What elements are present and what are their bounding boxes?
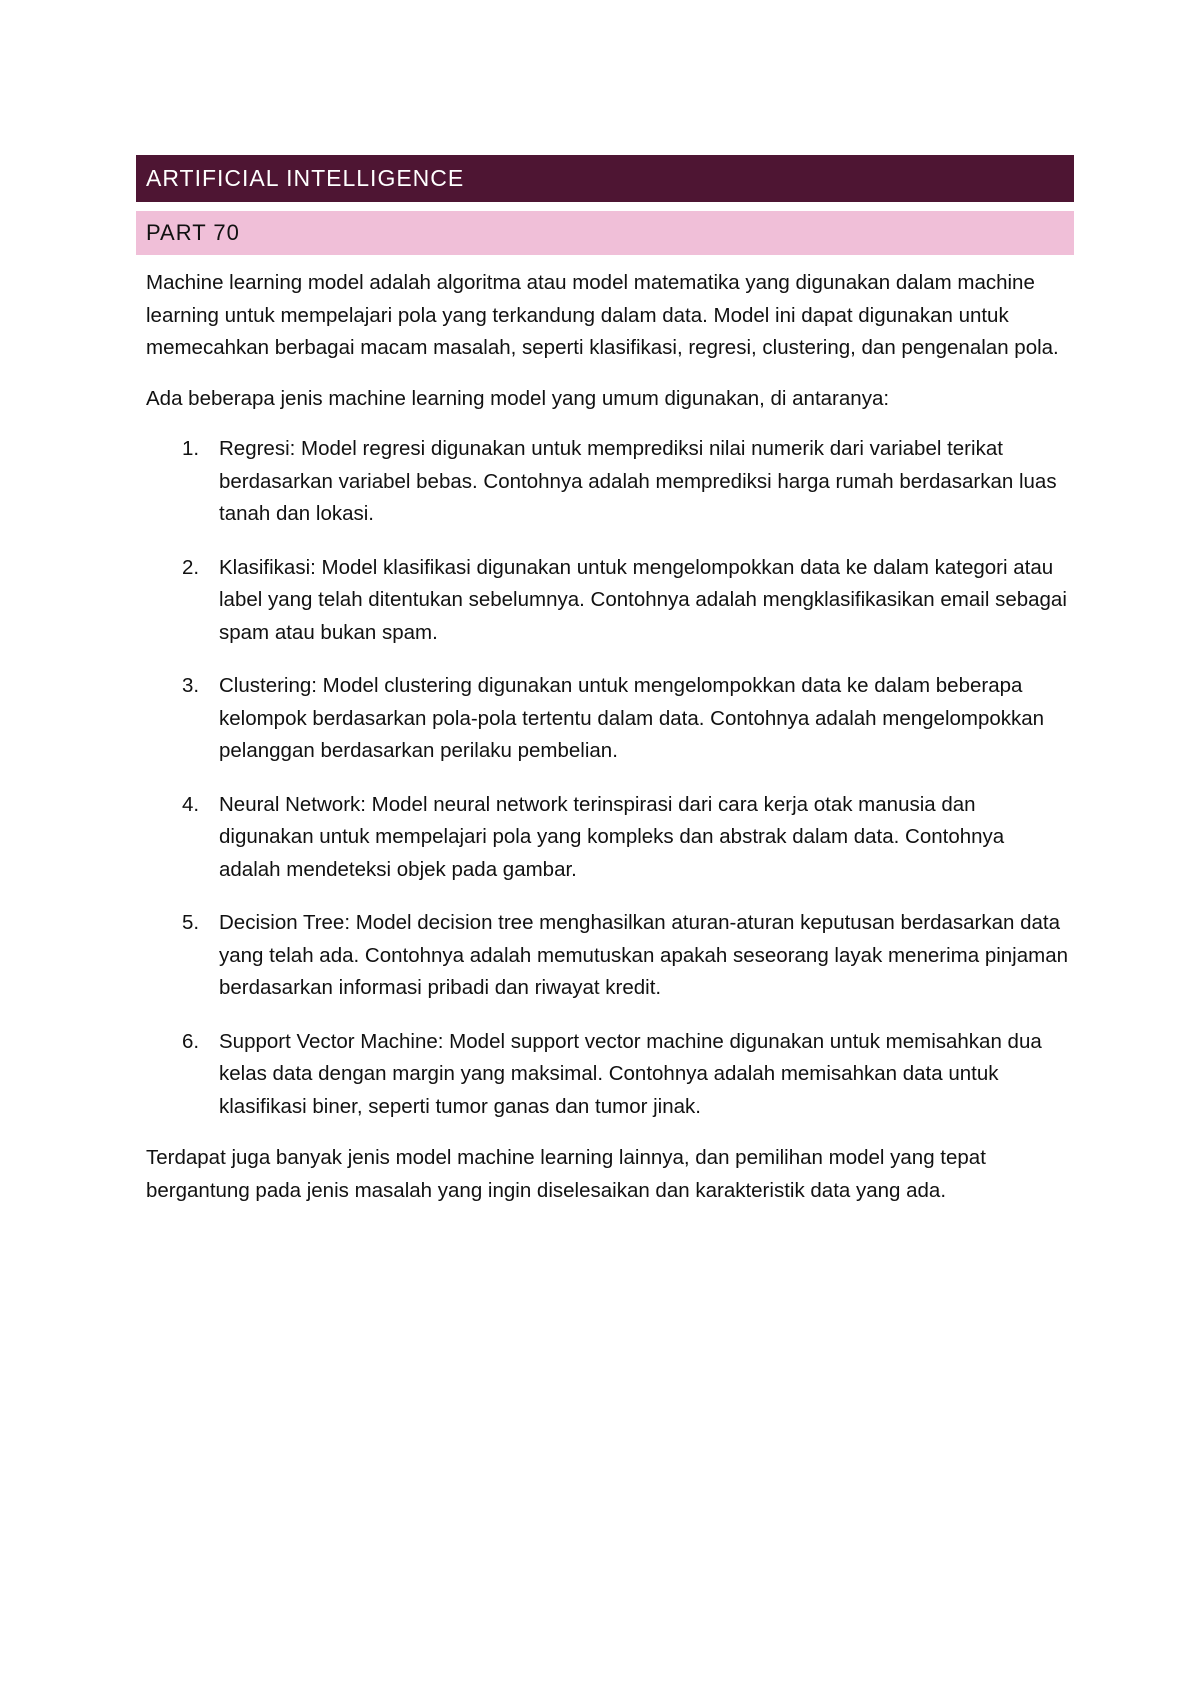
list-item-number: 5. xyxy=(182,911,200,934)
list-item xyxy=(146,552,1070,650)
closing-paragraph: Terdapat juga banyak jenis model machine learning lainnya, dan pemilihan model yang tepat bergantung pada jenis masalah yang ingin diselesaikan dan karakteristik data yang ada. xyxy=(146,1146,986,1202)
list-item-number: 1. xyxy=(182,437,200,460)
section-title: ARTIFICIAL INTELLIGENCE xyxy=(146,165,465,191)
document-page xyxy=(136,155,1074,1207)
list-item-text: Decision Tree: Model decision tree menghasilkan aturan-aturan keputusan berdasarkan data yang telah ada. Contohnya adalah memutuskan apakah seseorang layak menerima pinjaman berdasarkan informasi pribadi dan riwayat kredit. xyxy=(219,911,1069,999)
list-item xyxy=(146,789,1070,887)
list-item xyxy=(146,1026,1070,1124)
list-item-text: Support Vector Machine: Model support vector machine digunakan untuk memisahkan dua kelas data dengan margin yang maksimal. Contohnya adalah memisahkan data untuk klasifikasi biner, seperti tumor ganas dan tumor jinak. xyxy=(219,1029,1042,1118)
list-item xyxy=(146,670,1070,768)
list-item-number: 3. xyxy=(182,674,200,697)
list-lead-paragraph: Ada beberapa jenis machine learning model yang umum digunakan, di antaranya: xyxy=(146,386,890,410)
intro-paragraph: Machine learning model adalah algoritma atau model matematika yang digunakan dalam machine learning untuk mempelajari pola yang terkandung dalam data. Model ini dapat digunakan untuk memecahkan berbagai macam masalah, seperti klasifikasi, regresi, clustering, dan pengenalan pola. xyxy=(146,271,1059,359)
list-item-number: 4. xyxy=(182,792,200,816)
list-item xyxy=(146,433,1070,531)
document-body xyxy=(136,267,1074,1207)
list-item-text: Clustering: Model clustering digunakan untuk mengelompokkan data ke dalam beberapa kelompok berdasarkan pola-pola tertentu dalam data. Contohnya adalah mengelompokkan pelanggan berdasarkan perilaku pembelian. xyxy=(219,674,1045,762)
part-heading-bar xyxy=(136,211,1074,255)
list-item-text: Neural Network: Model neural network terinspirasi dari cara kerja otak manusia dan digunakan untuk mempelajari pola yang kompleks dan abstrak dalam data. Contohnya adalah mendeteksi objek pada gambar. xyxy=(219,792,1005,881)
list-item xyxy=(146,907,1070,1005)
model-type-list xyxy=(146,433,1070,1123)
section-title-bar xyxy=(136,155,1074,202)
part-heading: PART 70 xyxy=(146,220,240,245)
list-item-text: Regresi: Model regresi digunakan untuk memprediksi nilai numerik dari variabel terikat berdasarkan variabel bebas. Contohnya adalah memprediksi harga rumah berdasarkan luas tanah dan lokasi. xyxy=(219,437,1057,525)
list-item-text: Klasifikasi: Model klasifikasi digunakan untuk mengelompokkan data ke dalam kategori atau label yang telah ditentukan sebelumnya. Contohnya adalah mengklasifikasikan email sebagai spam atau bukan spam. xyxy=(219,555,1067,644)
list-item-number: 6. xyxy=(182,1029,200,1053)
list-item-number: 2. xyxy=(182,555,200,579)
